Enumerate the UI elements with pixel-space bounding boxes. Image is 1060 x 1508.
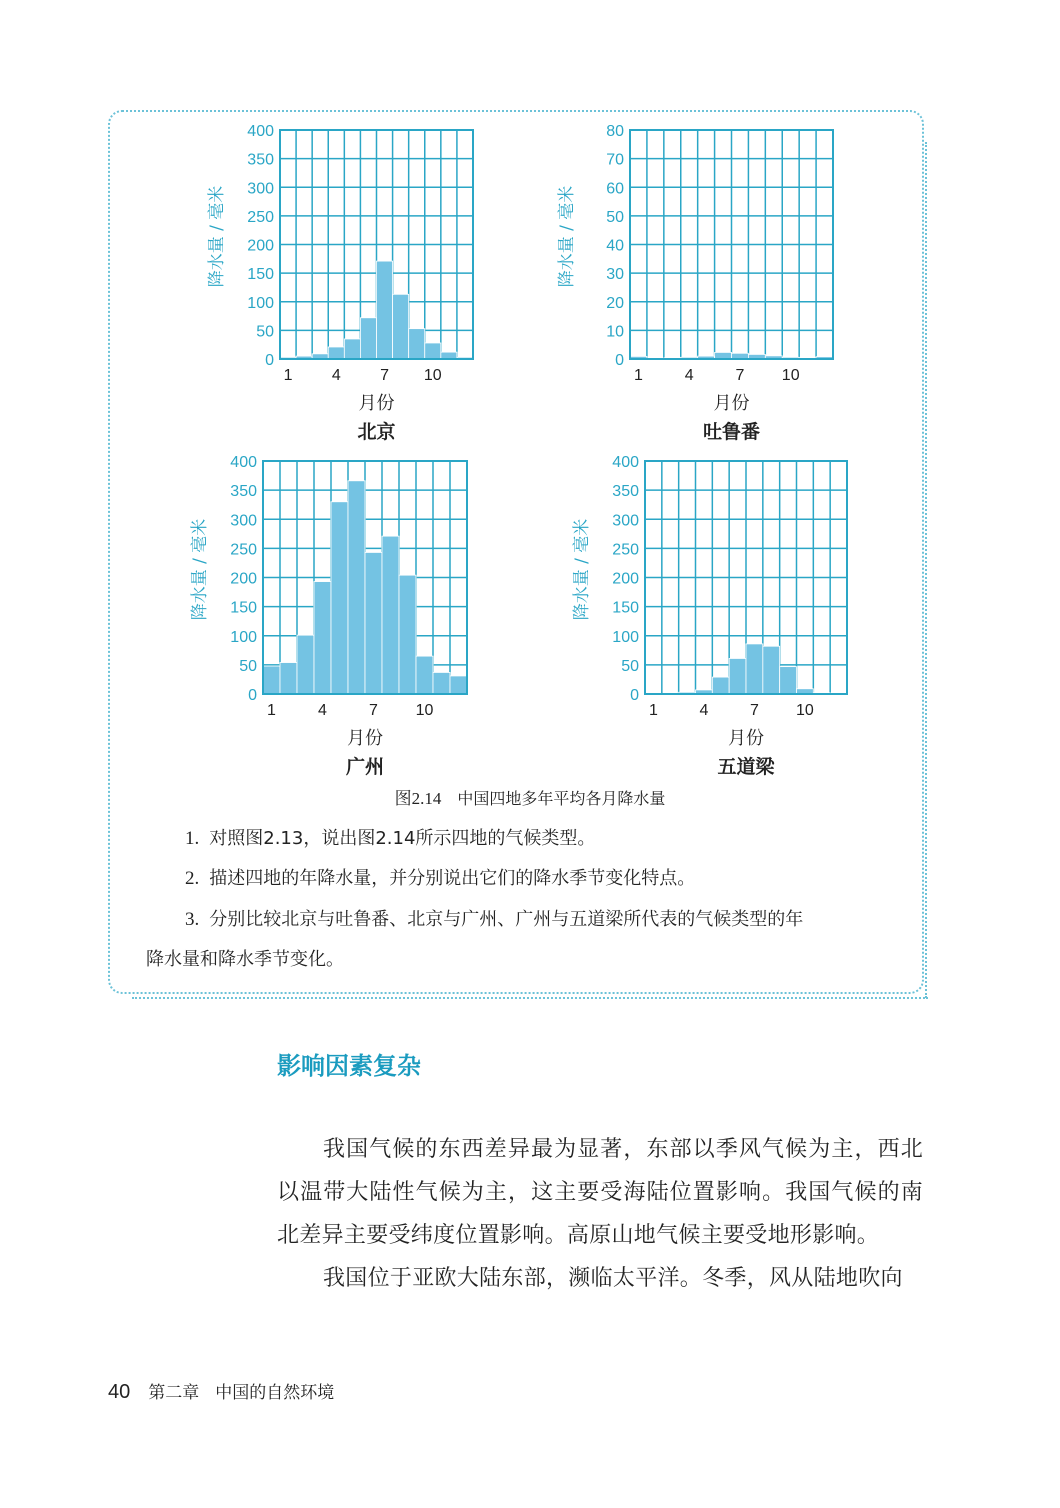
chart-guangzhou (190, 450, 490, 785)
y-tick-label: 150 (612, 599, 639, 617)
y-tick-label: 300 (230, 512, 257, 530)
x-tick-label: 1 (634, 367, 643, 384)
page-footer (108, 1378, 334, 1404)
bar-month-7 (746, 644, 763, 694)
y-tick-label: 100 (247, 294, 274, 312)
y-tick-label: 400 (230, 454, 257, 471)
x-tick-label: 4 (331, 367, 341, 384)
activity-box-shadow (925, 142, 927, 998)
body-paragraph: 我国位于亚欧大陆东部，濒临太平洋。冬季，风从陆地吹向 (323, 1266, 903, 1291)
bar-month-6 (729, 658, 746, 694)
y-axis-title: 降水量 / 毫米 (572, 518, 592, 621)
y-tick-label: 250 (612, 541, 639, 559)
section-heading: 影响因素复杂 (277, 1052, 421, 1080)
body-paragraph: 我国气候的东西差异最为显著，东部以季风气候为主，西北以温带大陆性气候为主，这主要受海陆位置影响。我国气候的南北差异主要受纬度位置影响。高原山地气候主要受地形影响。 (277, 1137, 923, 1248)
y-axis-title: 降水量 / 毫米 (190, 518, 210, 621)
y-tick-label: 400 (247, 123, 274, 140)
y-tick-label: 250 (247, 208, 274, 226)
x-tick-label: 10 (781, 367, 800, 384)
bar-month-6 (360, 318, 376, 359)
y-tick-label: 80 (606, 123, 624, 140)
chart-wudaoliang (570, 450, 870, 785)
bar-month-8 (382, 536, 399, 694)
figure-caption-text: 中国四地多年平均各月降水量 (457, 789, 666, 808)
y-tick-label: 50 (621, 657, 639, 675)
body-text (277, 1128, 923, 1300)
y-tick-label: 250 (230, 541, 257, 559)
question-number: 3. (185, 909, 200, 930)
question-3 (185, 905, 803, 931)
chapter-title: 中国的自然环境 (215, 1383, 335, 1403)
question-1 (185, 824, 595, 850)
x-tick-label: 1 (267, 702, 276, 719)
bar-month-6 (348, 481, 365, 694)
chapter-label: 第二章 (148, 1383, 200, 1403)
y-tick-label: 350 (230, 483, 257, 501)
bar-month-5 (712, 677, 729, 694)
figure-caption (0, 784, 1060, 809)
chart-turpan (557, 118, 870, 453)
y-tick-label: 150 (230, 599, 257, 617)
y-tick-label: 0 (630, 687, 639, 704)
chart-svg (557, 118, 870, 453)
activity-box-shadow (132, 997, 928, 999)
bar-month-8 (763, 646, 780, 694)
x-tick-label: 1 (283, 367, 293, 384)
y-tick-label: 200 (230, 570, 257, 588)
x-tick-label: 10 (423, 367, 442, 384)
bar-month-8 (393, 294, 409, 359)
bar-month-12 (450, 676, 467, 694)
y-axis-title: 降水量 / 毫米 (557, 185, 577, 288)
bar-month-4 (328, 347, 344, 359)
x-tick-label: 7 (735, 367, 745, 384)
y-tick-label: 50 (606, 208, 624, 226)
y-axis-title: 降水量 / 毫米 (207, 185, 227, 288)
x-tick-label: 1 (648, 702, 658, 719)
x-tick-label: 10 (796, 702, 814, 719)
chart-svg (570, 450, 870, 785)
bar-month-9 (399, 575, 416, 694)
bar-month-9 (409, 329, 425, 359)
bar-month-3 (297, 635, 314, 694)
bar-month-9 (780, 667, 797, 694)
x-tick-label: 7 (380, 367, 389, 384)
bar-month-11 (441, 352, 457, 359)
x-tick-label: 10 (415, 702, 434, 719)
y-tick-label: 0 (615, 352, 624, 369)
bar-month-4 (314, 582, 331, 694)
bar-month-1 (263, 666, 280, 694)
question-text: 降水量和降水季节变化。 (146, 949, 344, 970)
y-tick-label: 350 (612, 483, 639, 501)
figure-number: 图2.14 (394, 789, 442, 808)
chart-title: 广州 (345, 756, 385, 778)
question-2 (185, 864, 695, 890)
y-tick-label: 350 (247, 151, 274, 169)
page-number: 40 (108, 1381, 131, 1403)
y-tick-label: 0 (265, 352, 274, 369)
x-tick-label: 4 (318, 702, 327, 719)
y-tick-label: 100 (612, 628, 639, 646)
y-tick-label: 20 (606, 294, 624, 312)
x-axis-title: 月份 (358, 393, 395, 414)
y-tick-label: 300 (247, 180, 274, 198)
x-tick-label: 7 (749, 702, 759, 719)
y-tick-label: 200 (612, 570, 639, 588)
chart-beijing (190, 118, 490, 453)
y-tick-label: 50 (256, 323, 274, 341)
question-number: 2. (185, 868, 200, 889)
bar-month-11 (433, 672, 450, 694)
y-tick-label: 200 (247, 237, 274, 255)
x-tick-label: 7 (369, 702, 378, 719)
x-tick-label: 4 (684, 367, 694, 384)
y-tick-label: 40 (606, 237, 624, 255)
question-3-continuation (146, 945, 344, 971)
chart-svg (190, 450, 490, 785)
question-text: 对照图2.13，说出图2.14所示四地的气候类型。 (209, 828, 596, 849)
bar-month-10 (416, 656, 433, 694)
x-axis-title: 月份 (713, 393, 750, 414)
y-tick-label: 70 (606, 151, 624, 169)
chart-title: 吐鲁番 (702, 421, 761, 443)
question-text: 描述四地的年降水量，并分别说出它们的降水季节变化特点。 (209, 868, 696, 889)
bar-month-7 (377, 261, 393, 359)
y-tick-label: 150 (247, 266, 274, 284)
x-axis-title: 月份 (728, 728, 764, 749)
bar-month-5 (344, 339, 360, 359)
y-tick-label: 10 (606, 323, 624, 341)
y-tick-label: 50 (239, 657, 257, 675)
chart-svg (190, 118, 490, 453)
bar-month-2 (280, 663, 297, 694)
question-text: 分别比较北京与吐鲁番、北京与广州、广州与五道梁所代表的气候类型的年 (209, 909, 804, 930)
x-tick-label: 4 (699, 702, 709, 719)
bar-month-5 (331, 502, 348, 694)
y-tick-label: 300 (612, 512, 639, 530)
question-number: 1. (185, 828, 200, 849)
chart-title: 五道梁 (717, 756, 775, 778)
y-tick-label: 0 (248, 687, 257, 704)
y-tick-label: 400 (612, 454, 639, 471)
chart-title: 北京 (357, 421, 396, 443)
y-tick-label: 30 (606, 266, 624, 284)
bar-month-7 (365, 552, 382, 694)
bar-month-10 (425, 343, 441, 359)
y-tick-label: 100 (230, 628, 257, 646)
x-axis-title: 月份 (347, 728, 383, 749)
y-tick-label: 60 (606, 180, 624, 198)
